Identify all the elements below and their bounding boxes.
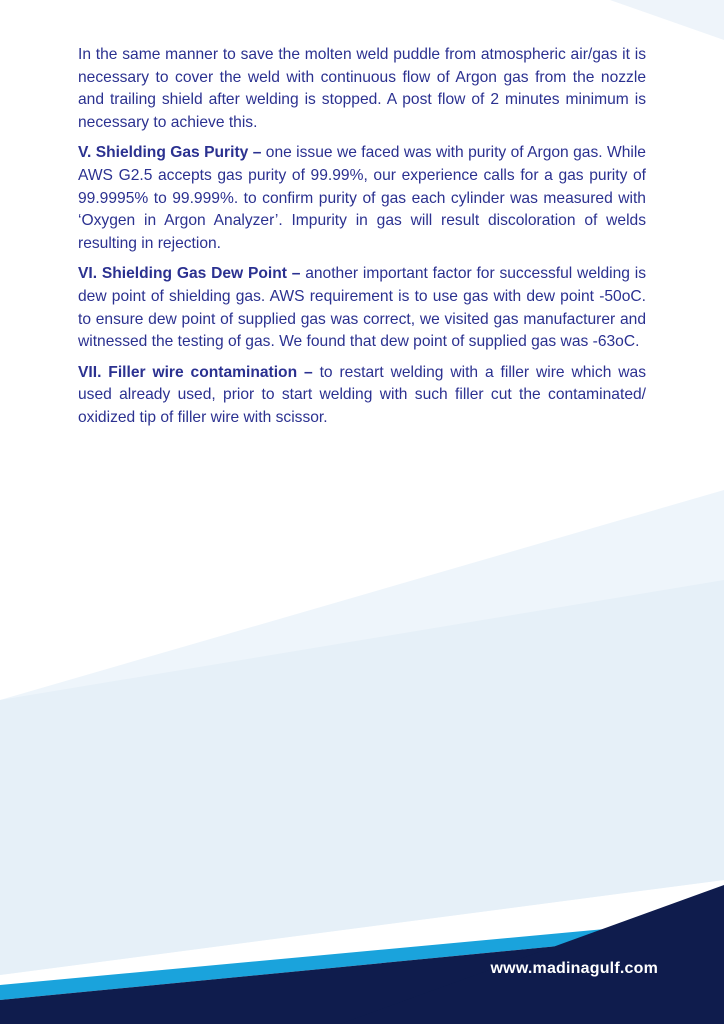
paragraph-dew-point [78,263,646,353]
section-heading: VI. Shielding Gas Dew Point – [78,265,301,283]
paragraph-text: In the same manner to save the molten weld puddle from atmospheric air/gas it is necessary to cover the weld with continuous flow of Argon gas from the nozzle and trailing shield after welding is stopped. A post flow of 2 minutes minimum is necessary to achieve this. [78,46,646,131]
paragraph-text: one issue we faced was with purity of Argon gas. While AWS G2.5 accepts gas purity of 99.99%, our experience calls for a gas purity of 99.9995% to 99.999%. to confirm purity of gas each cylinder was measured with ‘Oxygen in Argon Analyzer’. Impurity in gas will result discoloration of welds resulting in rejection. [78,144,646,252]
paragraph-intro [78,44,646,134]
article-body [78,44,646,438]
paragraph-text: another important factor for successful welding is dew point of shielding gas. AWS requirement is to use gas with dew point -50oC. to ensure dew point of supplied gas was correct, we visited gas manufacturer and witnessed the testing of gas. We found that dew point of supplied gas was -63oC. [78,265,646,351]
paragraph-filler-wire [78,362,646,430]
section-heading: VII. Filler wire contamination – [78,363,313,381]
paragraph-text: to restart welding with a filler wire which was used already used, prior to start welding with such filler cut the contaminated/ oxidized tip of filler wire with scissor. [78,363,646,426]
website-link[interactable]: www.madinagulf.com [490,960,658,977]
paragraph-gas-purity [78,142,646,255]
section-heading: V. Shielding Gas Purity – [78,144,262,162]
